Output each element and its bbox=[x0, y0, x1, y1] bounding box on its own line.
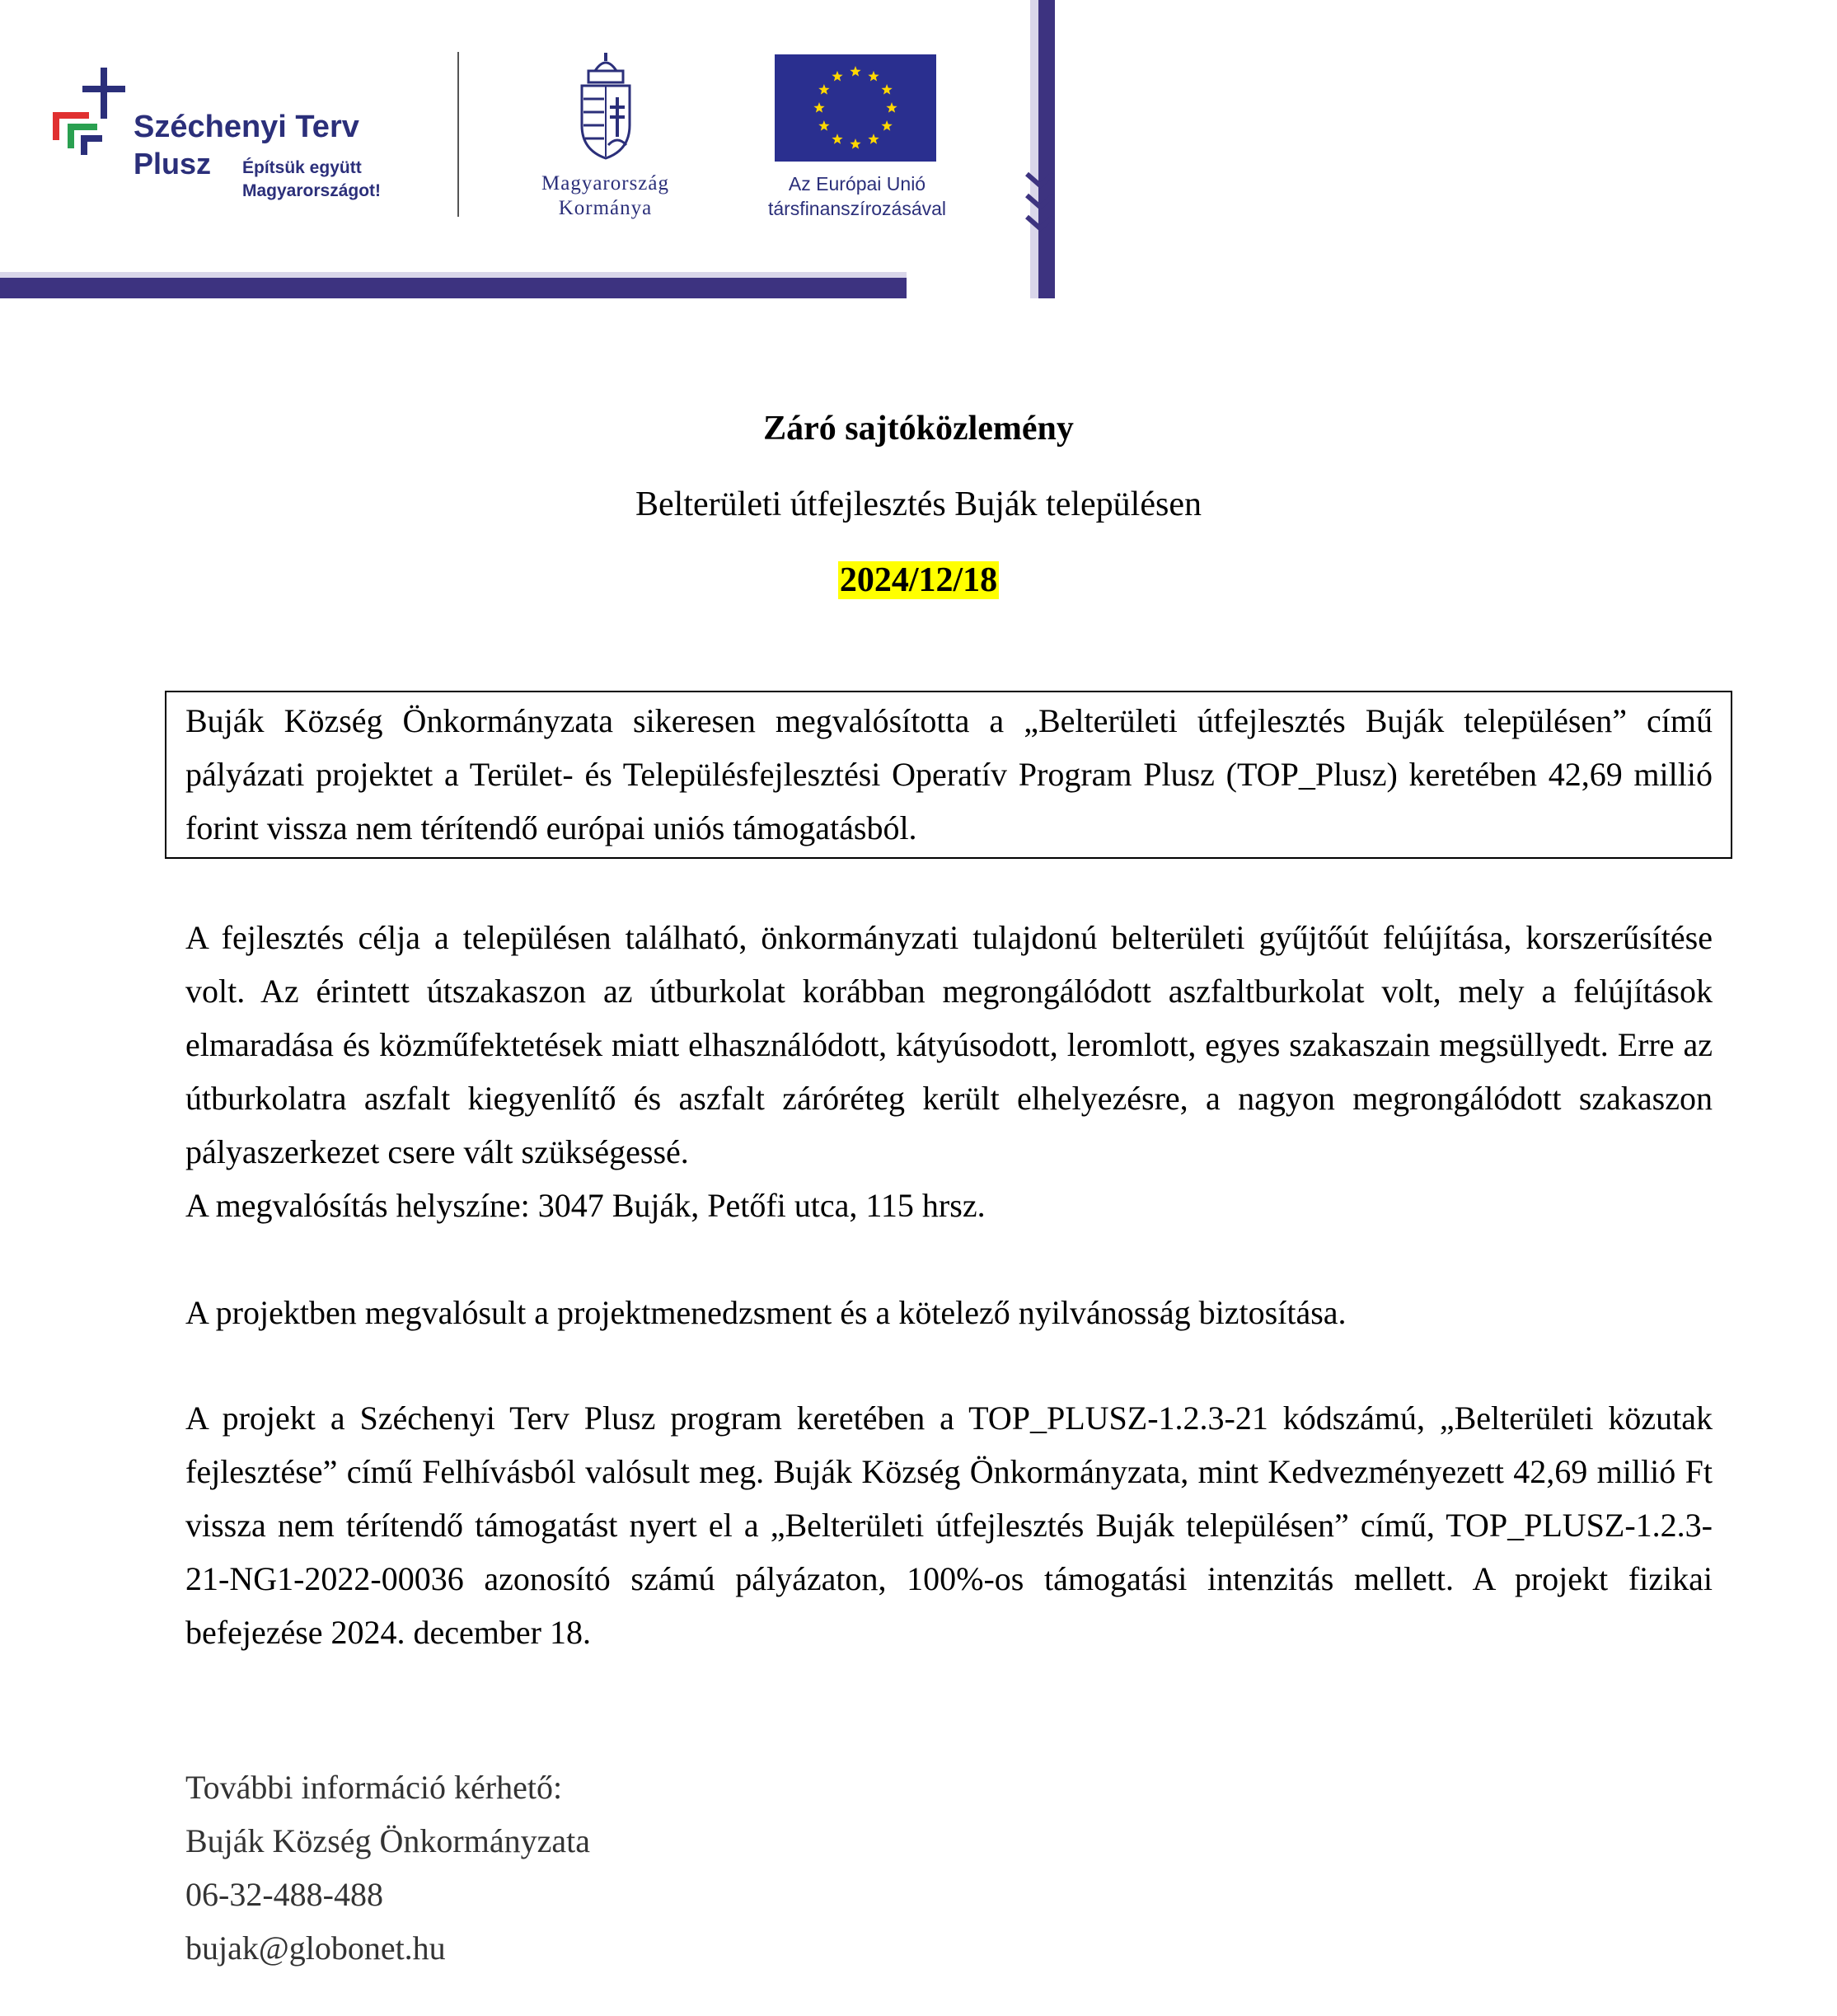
szechenyi-logo-slogan: Építsük együtt Magyarországot! bbox=[242, 158, 382, 200]
document-date: 2024/12/18 bbox=[839, 561, 998, 599]
header-banner bbox=[0, 0, 1055, 301]
eu-star-icon bbox=[832, 71, 842, 82]
eu-stars-icon bbox=[775, 54, 936, 162]
eu-star-icon bbox=[850, 66, 860, 77]
coat-of-arms-icon bbox=[577, 53, 635, 160]
szechenyi-logo-plus: Plusz bbox=[134, 147, 212, 181]
eu-star-icon bbox=[850, 138, 860, 149]
contact-block bbox=[185, 1760, 590, 1975]
chevron-down-icon bbox=[1024, 169, 1057, 243]
contact-phone: 06-32-488-488 bbox=[185, 1876, 383, 1913]
contact-organization: Buják Község Önkormányzata bbox=[185, 1822, 590, 1859]
header-divider bbox=[457, 52, 459, 217]
document-date-line bbox=[0, 560, 1837, 600]
development-goal-text: A fejlesztés célja a településen található, önkormányzati tulajdonú belterületi gyűjtőút felújítása, korszerűsítése volt. Az érintett útszakaszon az útburkolat korábban megrongálódott aszfaltburkolat volt, mely a felújítások elmaradása és közműfektetések miatt elhasználódott, kátyúsodott, leromlott, egyes szakaszain megsüllyedt. Erre az útburkolatra aszfalt kiegyenlítő és aszfalt záróréteg került elhelyezésre, a nagyon megrongálódott szakaszon pályaszerkezet csere vált szükségessé. bbox=[185, 919, 1713, 1170]
szechenyi-plus-icon bbox=[51, 64, 134, 155]
header-frame-right bbox=[1038, 0, 1055, 298]
eu-star-icon bbox=[881, 120, 892, 131]
contact-intro: További információ kérhető: bbox=[185, 1769, 563, 1806]
eu-star-icon bbox=[886, 102, 897, 113]
eu-star-icon bbox=[818, 120, 829, 131]
szechenyi-logo-title: Széchenyi Terv bbox=[134, 110, 359, 144]
document-title: Záró sajtóközlemény bbox=[763, 410, 1074, 448]
contact-email: bujak@globonet.hu bbox=[185, 1929, 446, 1967]
eu-caption: Az Európai Unió társfinanszírozásával bbox=[767, 173, 947, 219]
document-subtitle: Belterületi útfejlesztés Buják településen bbox=[635, 485, 1202, 523]
project-management-paragraph: A projektben megvalósult a projektmenedzsment és a kötelező nyilvánosság biztosítása. bbox=[185, 1294, 1347, 1331]
eu-star-icon bbox=[818, 84, 829, 95]
funding-paragraph: A projekt a Széchenyi Terv Plusz program keretében a TOP_PLUSZ-1.2.3-21 kódszámú, „Belterületi közutak fejlesztése” című Felhívásból valósult meg. Buják Község Önkormányzata, mint Kedvezményezett 42,69 millió Ft vissza nem térítendő támogatást nyert el a „Belterületi útfejlesztés Buják településen” című, TOP_PLUSZ-1.2.3-21-NG1-2022-00036 azonosító számú pályázaton, 100%-os támogatási intenzitás mellett. A projekt fizikai befejezése 2024. december 18. bbox=[185, 1399, 1713, 1651]
eu-star-icon bbox=[868, 71, 879, 82]
szechenyi-terv-logo bbox=[51, 64, 414, 200]
location-text: A megvalósítás helyszíne: 3047 Buják, Petőfi utca, 115 hrsz. bbox=[185, 1187, 986, 1224]
header-frame-bottom bbox=[0, 272, 907, 298]
development-paragraph bbox=[185, 911, 1713, 1232]
eu-star-icon bbox=[813, 102, 824, 113]
eu-star-icon bbox=[868, 134, 879, 144]
chevron-right-icon bbox=[913, 269, 1037, 302]
eu-flag bbox=[775, 54, 936, 162]
summary-paragraph: Buják Község Önkormányzata sikeresen megvalósította a „Belterületi útfejlesztés Buják településen” című pályázati projektet a Terület- és Településfejlesztési Operatív Program Plusz (TOP_Plusz) keretében 42,69 millió forint vissza nem térítendő európai uniós támogatásból. bbox=[185, 702, 1713, 846]
eu-star-icon bbox=[832, 134, 842, 144]
eu-star-icon bbox=[881, 84, 892, 95]
government-caption: Magyarország Kormánya bbox=[541, 172, 669, 219]
